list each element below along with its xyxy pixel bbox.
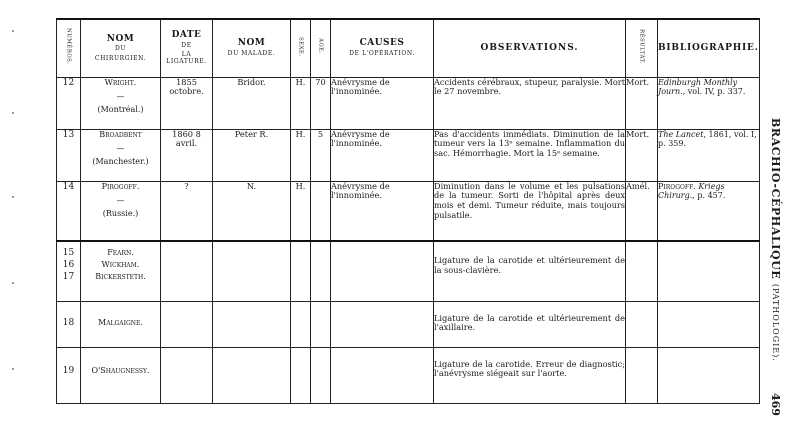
side-title-main: BRACHIO-CÉPHALIQUE <box>769 118 782 280</box>
surgeon-name: Pirogoff. <box>101 181 140 191</box>
surgeon-name: O'Shaugnessy. <box>91 365 150 375</box>
surgeon-cell <box>81 181 161 241</box>
margin-mark <box>12 112 14 114</box>
result: Mort. <box>626 129 658 181</box>
observation-text: Ligature de la carotide et ultérieurement de l'axillaire. <box>434 301 626 347</box>
header-row <box>57 19 760 77</box>
dash: — <box>116 91 125 101</box>
side-title-sub: (PATHOLOGIE). <box>771 283 780 362</box>
header-bibliographie: BIBLIOGRAPHIE. <box>658 19 760 77</box>
row-numbers: 15 16 17 <box>57 241 81 301</box>
surgeon-cell <box>81 241 161 301</box>
side-title <box>769 118 782 362</box>
surgeon-name: Fearn. <box>107 248 134 257</box>
observation-text: Accidents cérébraux, stupeur, paralysie. Mort le 27 novembre. <box>434 77 626 129</box>
table-row <box>57 301 760 347</box>
patient-age: 70 <box>311 77 331 129</box>
patient-name: N. <box>213 181 291 241</box>
surgeon-name: Wright. <box>104 77 137 87</box>
page-number: 469 <box>769 393 782 416</box>
row-number: 13 <box>57 129 81 181</box>
surgeon-name: Malgaigne. <box>98 317 143 327</box>
ligature-date: ? <box>161 181 213 241</box>
table-row <box>57 77 760 129</box>
patient-age <box>311 181 331 241</box>
bibliography: The Lancet, 1861, vol. I, p. 359. <box>658 129 760 181</box>
table-row <box>57 181 760 241</box>
surgeon-cell <box>81 301 161 347</box>
row-number: 19 <box>57 347 81 403</box>
result: Amél. <box>626 181 658 241</box>
header-age: AGE. <box>311 19 331 77</box>
surgeon-place: (Russie.) <box>102 208 139 218</box>
patient-name: Peter R. <box>213 129 291 181</box>
surgeon-place: (Montréal.) <box>97 104 144 114</box>
patient-name: Bridor. <box>213 77 291 129</box>
observation-text: Ligature de la carotide et ultérieurement de la sous-clavière. <box>434 241 626 301</box>
operation-cause: Anévrysme de l'innominée. <box>331 77 434 129</box>
table-row <box>57 347 760 403</box>
margin-mark <box>12 196 14 198</box>
surgeon-cell <box>81 347 161 403</box>
patient-sex: H. <box>291 129 311 181</box>
surgeon-cell <box>81 77 161 129</box>
patient-sex: H. <box>291 77 311 129</box>
header-numero: NUMÉROS. <box>57 19 81 77</box>
header-chirurgien: NOM DU CHIRURGIEN. <box>81 19 161 77</box>
ligature-date: 1860 8 avril. <box>161 129 213 181</box>
header-resultat: RÉSULTAT. <box>626 19 658 77</box>
surgeon-cell <box>81 129 161 181</box>
patient-age: 5 <box>311 129 331 181</box>
header-causes: CAUSES DE L'OPÉRATION. <box>331 19 434 77</box>
table-row <box>57 129 760 181</box>
observation-text: Pas d'accidents immédiats. Diminution de la tumeur vers la 13ᵉ semaine. Inflammation du sac. Hémorrhagie. Mort la 15ᵉ semaine. <box>434 129 626 181</box>
header-observations: OBSERVATIONS. <box>434 19 626 77</box>
ligature-table <box>56 18 760 404</box>
operation-cause: Anévrysme de l'innominée. <box>331 181 434 241</box>
row-number: 12 <box>57 77 81 129</box>
header-sexe: SEXE. <box>291 19 311 77</box>
surgeon-name: Broadbent <box>99 129 142 139</box>
surgeon-place: (Manchester.) <box>92 156 149 166</box>
table-row <box>57 241 760 301</box>
bibliography: Pirogoff. Kriegs Chirurg., p. 457. <box>658 181 760 241</box>
row-number: 14 <box>57 181 81 241</box>
header-malade: NOM DU MALADE. <box>213 19 291 77</box>
surgeon-name: Wickham. <box>101 260 140 269</box>
row-number: 18 <box>57 301 81 347</box>
patient-sex: H. <box>291 181 311 241</box>
dash: — <box>116 195 125 205</box>
dash: — <box>116 143 125 153</box>
surgeon-name: Bickersteth. <box>95 272 146 281</box>
header-date: DATE DE LA LIGATURE. <box>161 19 213 77</box>
ligature-date: 1855 octobre. <box>161 77 213 129</box>
result: Mort. <box>626 77 658 129</box>
bibliography: Edinburgh Monthly Journ., vol. IV, p. 337. <box>658 77 760 129</box>
margin-mark <box>12 368 14 370</box>
operation-cause: Anévrysme de l'innominée. <box>331 129 434 181</box>
margin-mark <box>12 282 14 284</box>
observation-text: Ligature de la carotide. Erreur de diagnostic; l'anévrysme siégeait sur l'aorte. <box>434 347 626 403</box>
margin-mark <box>12 30 14 32</box>
observation-text: Diminution dans le volume et les pulsations de la tumeur. Sorti de l'hôpital après deux mois et demi. Tumeur réduite, mais toujours pulsatile. <box>434 181 626 241</box>
